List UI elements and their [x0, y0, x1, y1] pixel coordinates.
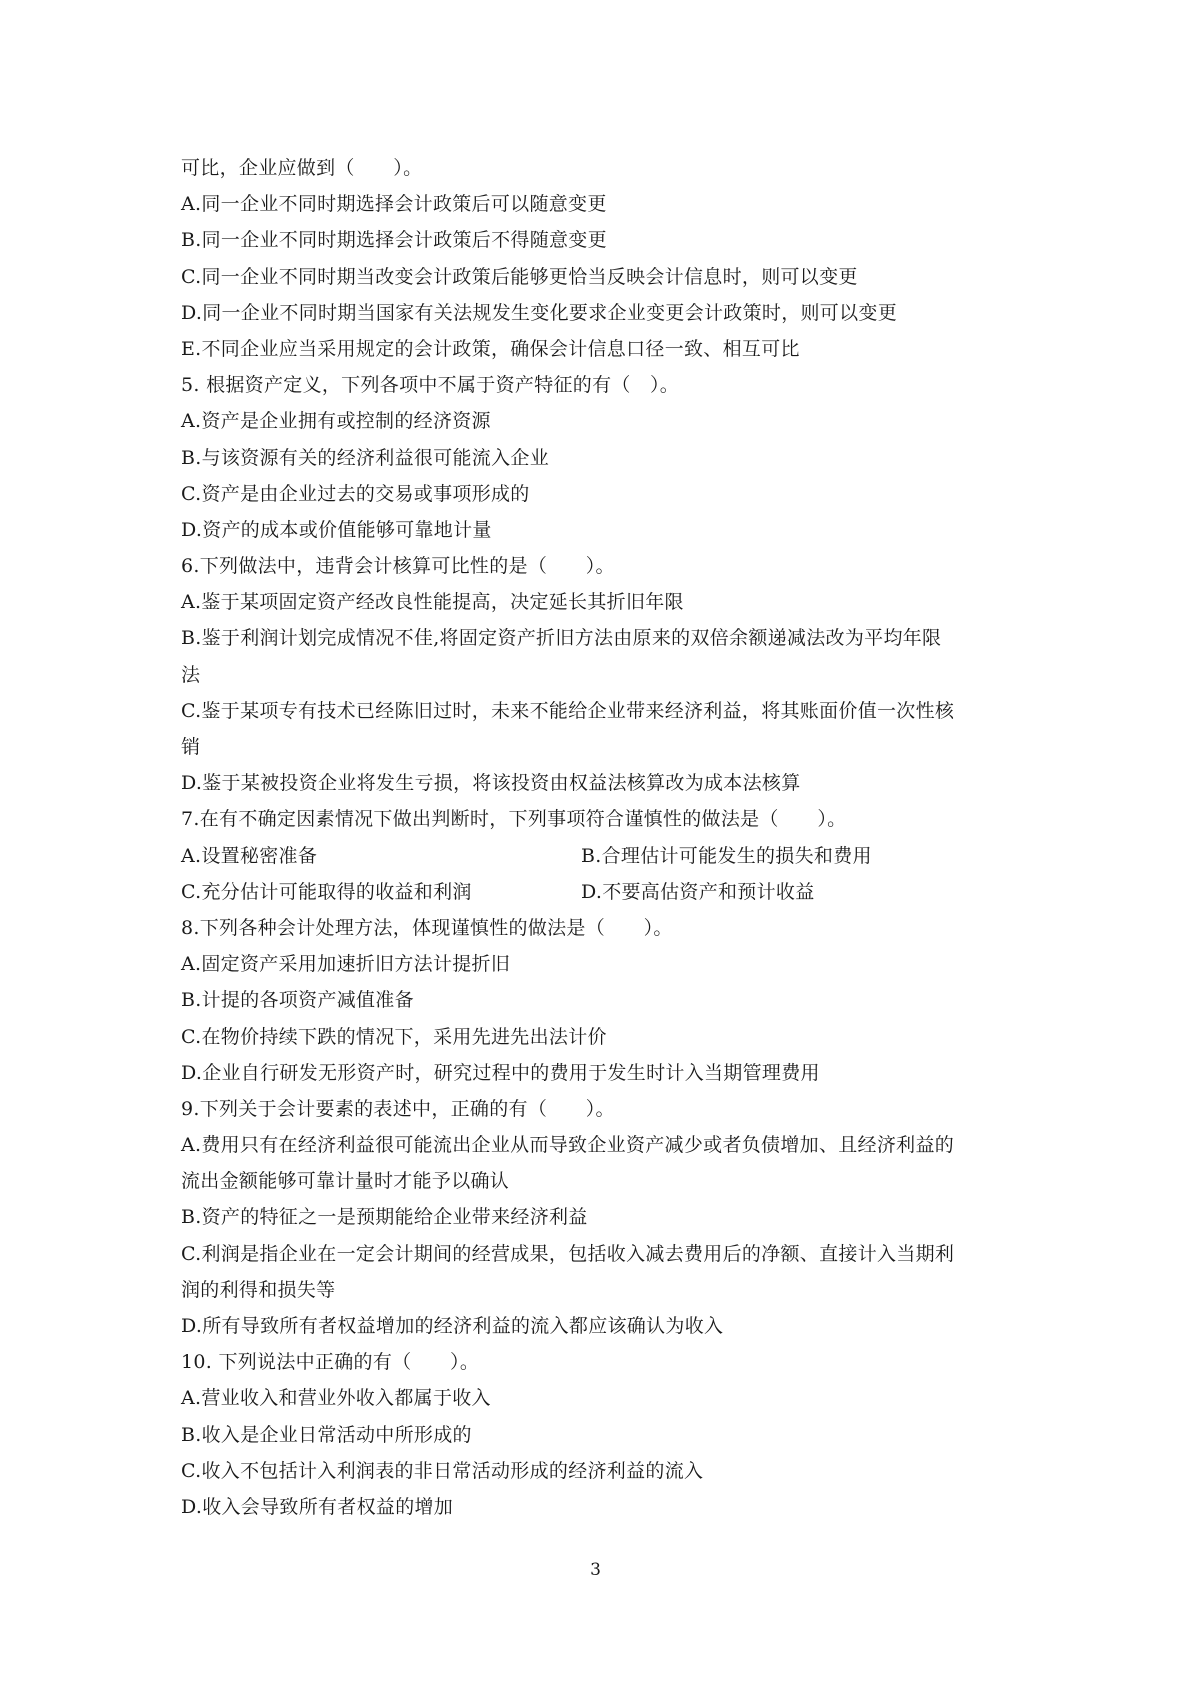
option-line: A.费用只有在经济利益很可能流出企业从而导致企业资产减少或者负债增加、且经济利益的	[181, 1134, 955, 1157]
option-line: A.营业收入和营业外收入都属于收入	[181, 1387, 491, 1410]
question-line: 5. 根据资产定义，下列各项中不属于资产特征的有（ ）。	[181, 374, 680, 397]
option-line: C.鉴于某项专有技术已经陈旧过时，未来不能给企业带来经济利益，将其账面价值一次性核	[181, 699, 955, 722]
option-line: D.收入会导致所有者权益的增加	[181, 1495, 454, 1518]
option-line: C.资产是由企业过去的交易或事项形成的	[181, 482, 530, 505]
option-line: B.收入是企业日常活动中所形成的	[181, 1423, 472, 1446]
option-line: D.鉴于某被投资企业将发生亏损，将该投资由权益法核算改为成本法核算	[181, 772, 801, 795]
option-line: C.同一企业不同时期当改变会计政策后能够更恰当反映会计信息时，则可以变更	[181, 265, 858, 288]
question-line: 10. 下列说法中正确的有（ ）。	[181, 1351, 480, 1374]
question-line: 9.下列关于会计要素的表述中，正确的有（ ）。	[181, 1097, 615, 1120]
option-a: A.设置秘密准备	[181, 844, 318, 867]
question-line: 8.下列各种会计处理方法，体现谨慎性的做法是（ ）。	[181, 916, 673, 939]
option-continuation-line: 法	[181, 663, 201, 686]
option-line: D.企业自行研发无形资产时，研究过程中的费用于发生时计入当期管理费用	[181, 1061, 820, 1084]
text-line: 可比，企业应做到（ ）。	[181, 157, 423, 179]
option-line: D.所有导致所有者权益增加的经济利益的流入都应该确认为收入	[181, 1315, 724, 1337]
option-line: A.固定资产采用加速折旧方法计提折旧	[181, 953, 511, 976]
option-line: B.与该资源有关的经济利益很可能流入企业	[181, 446, 550, 469]
option-line: E.不同企业应当采用规定的会计政策，确保会计信息口径一致、相互可比	[181, 337, 800, 360]
question-line: 6.下列做法中，违背会计核算可比性的是（ ）。	[181, 555, 615, 578]
option-b: B.合理估计可能发生的损失和费用	[581, 844, 872, 867]
option-line: B.资产的特征之一是预期能给企业带来经济利益	[181, 1206, 588, 1229]
option-continuation-line: 销	[181, 736, 201, 758]
option-line: D.资产的成本或价值能够可靠地计量	[181, 518, 492, 541]
question-line: 7.在有不确定因素情况下做出判断时，下列事项符合谨慎性的做法是（ ）。	[181, 808, 847, 831]
option-line: C.利润是指企业在一定会计期间的经营成果，包括收入减去费用后的净额、直接计入当期利	[181, 1242, 955, 1265]
page-content	[181, 150, 1016, 1525]
option-line: C.收入不包括计入利润表的非日常活动形成的经济利益的流入	[181, 1459, 704, 1482]
two-column-options-row	[181, 874, 1016, 910]
option-c: C.充分估计可能取得的收益和利润	[181, 880, 472, 903]
two-column-options-row	[181, 838, 1016, 874]
option-line: C.在物价持续下跌的情况下，采用先进先出法计价	[181, 1025, 607, 1048]
option-line: B.同一企业不同时期选择会计政策后不得随意变更	[181, 229, 607, 252]
option-line: A.鉴于某项固定资产经改良性能提高，决定延长其折旧年限	[181, 591, 684, 614]
option-line: B.计提的各项资产减值准备	[181, 989, 414, 1012]
option-line: A.同一企业不同时期选择会计政策后可以随意变更	[181, 193, 607, 216]
option-d: D.不要高估资产和预计收益	[581, 880, 815, 903]
page-number: 3	[590, 1560, 601, 1580]
option-line: B.鉴于利润计划完成情况不佳,将固定资产折旧方法由原来的双倍余额递减法改为平均年限	[181, 627, 942, 650]
option-line: A.资产是企业拥有或控制的经济资源	[181, 410, 491, 433]
option-line: D.同一企业不同时期当国家有关法规发生变化要求企业变更会计政策时，则可以变更	[181, 301, 897, 324]
option-continuation-line: 流出金额能够可靠计量时才能予以确认	[181, 1170, 510, 1193]
option-continuation-line: 润的利得和损失等	[181, 1278, 336, 1301]
